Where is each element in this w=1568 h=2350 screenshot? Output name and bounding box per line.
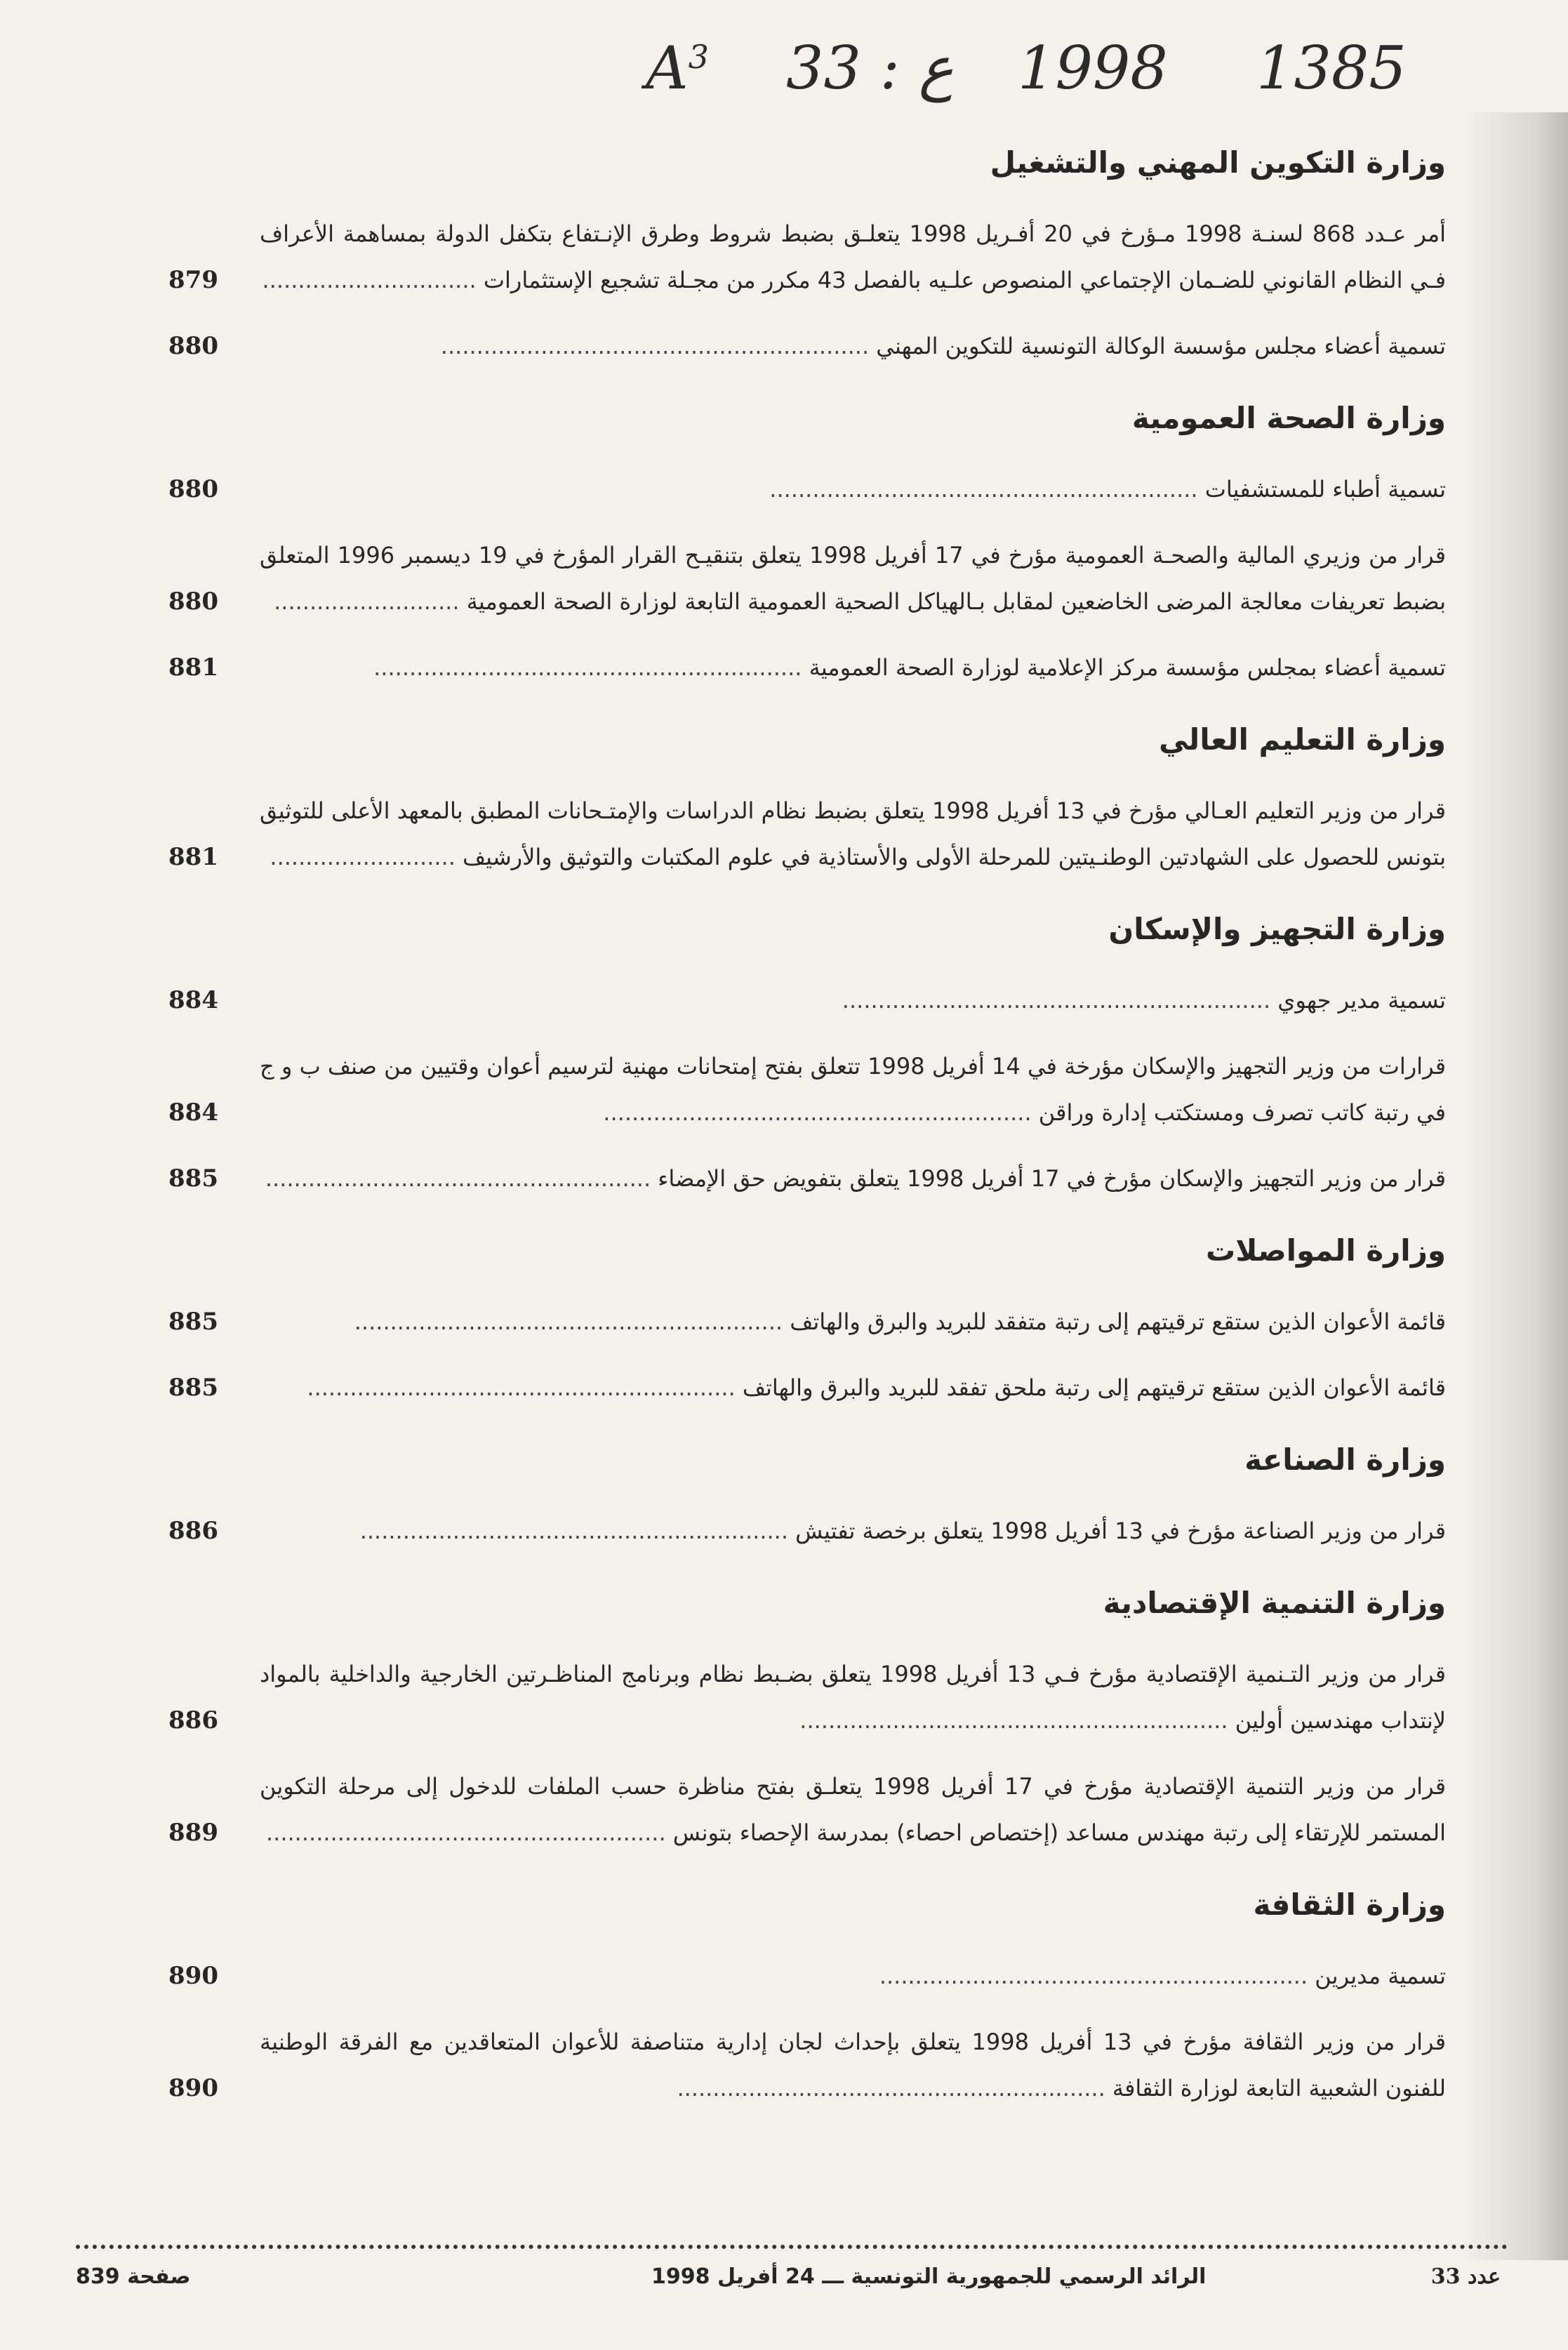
entry-page-number: 886 <box>168 1517 218 1545</box>
toc-entry <box>168 1155 1446 1202</box>
leader-dots: ............................................................ <box>359 1518 796 1544</box>
toc-entry <box>168 466 1446 512</box>
entry-text <box>260 1365 1446 1411</box>
entry-text <box>260 211 1446 303</box>
annotation-part2: 33 : ع <box>786 34 954 102</box>
entry-page-number: 884 <box>168 1098 218 1127</box>
toc-entry <box>168 1043 1446 1136</box>
leader-dots: ............................................................ <box>373 654 809 681</box>
toc-entry <box>168 1651 1446 1744</box>
entry-page-number: 880 <box>168 475 218 503</box>
toc-entry <box>168 1953 1446 1999</box>
entry-title: قرار من وزير التجهيز والإسكان مؤرخ في 17 أفريل 1998 يتعلق بتفويض حق الإمضاء <box>658 1165 1446 1192</box>
entry-title: تسمية أطباء للمستشفيات <box>1204 476 1446 503</box>
leader-dots: ............................................................ <box>603 1099 1039 1126</box>
entry-page-number: 881 <box>168 653 218 682</box>
entry-text <box>260 466 1446 512</box>
section-title: وزارة التعليم العالي <box>1158 722 1446 757</box>
toc-entry <box>168 1365 1446 1411</box>
toc-entry <box>168 532 1446 625</box>
toc-entry <box>168 323 1446 369</box>
toc-entry <box>168 1763 1446 1856</box>
entry-title: قرارات من وزير التجهيز والإسكان مؤرخة في 14 أفريل 1998 تتعلق بفتح إمتحانات مهنية لترسيم أعوان وقتيين من صنف ب و ج في رتبة كاتب تصرف ومستكتب إدارة وراقن <box>260 1053 1447 1126</box>
entry-text <box>260 1043 1446 1136</box>
entry-title: قائمة الأعوان الذين ستقع ترقيتهم إلى رتبة متفقد للبريد والبرق والهاتف <box>790 1308 1446 1335</box>
entry-text <box>260 532 1446 625</box>
toc-entry <box>168 2019 1446 2111</box>
entry-title: قرار من وزير الثقافة مؤرخ في 13 أفريل 1998 يتعلق بإحداث لجان إدارية متناصفة للأعوان المتعاقدين مع الفرقة الوطنية للفنون الشعبية التابعة لوزارة الثقافة <box>260 2029 1447 2102</box>
toc-entry <box>168 1508 1446 1554</box>
leader-dots: ............................................................ <box>354 1308 790 1335</box>
entry-page-number: 885 <box>168 1164 218 1193</box>
table-of-contents <box>168 133 1446 2131</box>
leader-dots: ............................................................ <box>769 476 1205 503</box>
annotation-code: $A^3$ <box>646 34 709 102</box>
entry-page-number: 889 <box>168 1819 218 1847</box>
entry-title: قرار من وزيري المالية والصحـة العمومية مؤرخ في 17 أفريل 1998 يتعلق بتنقيـح القرار المؤرخ في 19 ديسمبر 1996 المتعلق بضبط تعريفات معالجة المرضى الخاضعين لمقابل بـالهياكل الصحية العمومية التابعة لوزارة الصحة العمومية <box>260 542 1447 615</box>
toc-entry <box>168 1299 1446 1345</box>
entry-page-number: 880 <box>168 332 218 360</box>
toc-entry <box>168 977 1446 1023</box>
entry-title: قرار من وزير التعليم العـالي مؤرخ في 13 أفريل 1998 يتعلق بضبط نظام الدراسات والإمتـحانات المطبق بالمعهد الأعلى للتوثيق بتونس للحصول على الشهادتين الوطنـيتين للمرحلة الأولى والأستاذية في علوم المكتبات والتوثيق والأرشيف <box>260 797 1447 870</box>
entry-title: أمر عـدد 868 لسنـة 1998 مـؤرخ في 20 أفـريل 1998 يتعلـق بضبط شروط وطرق الإنـتفاع بتكفل الدولة بمساهمة الأعراف فـي النظام القانوني للضـمان الإجتماعي المنصوص علـيه بالفصل 43 مكرر من مجـلة تشجيع الإستثمارات <box>260 220 1447 293</box>
entry-page-number: 884 <box>168 986 218 1014</box>
page-number: صفحة 839 <box>76 2264 191 2289</box>
entry-text <box>260 323 1446 369</box>
toc-entry <box>168 788 1446 880</box>
annotation-number: 1385 <box>1256 34 1407 102</box>
entry-page-number: 879 <box>168 266 218 294</box>
entry-text <box>260 788 1446 880</box>
footer-divider <box>76 2245 1508 2249</box>
entry-title: تسمية أعضاء بمجلس مؤسسة مركز الإعلامية لوزارة الصحة العمومية <box>809 654 1446 681</box>
annotation-year: 1998 <box>1018 34 1168 102</box>
entry-text <box>260 644 1446 691</box>
section-title: وزارة الصحة العمومية <box>1131 401 1446 435</box>
leader-dots: ............................................................ <box>307 1374 743 1401</box>
leader-dots: ........................................................ <box>265 1819 673 1846</box>
entry-page-number: 890 <box>168 1962 218 1990</box>
section-title: وزارة التكوين المهني والتشغيل <box>990 145 1446 180</box>
handwritten-annotation <box>126 21 1432 112</box>
entry-text <box>260 1508 1446 1554</box>
leader-dots: ............................................................ <box>842 987 1278 1014</box>
entry-page-number: 885 <box>168 1308 218 1336</box>
section-title: وزارة الثقافة <box>1253 1887 1446 1922</box>
entry-text <box>260 2019 1446 2111</box>
entry-text <box>260 1763 1446 1856</box>
entry-title: تسمية أعضاء مجلس مؤسسة الوكالة التونسية للتكوين المهني <box>876 333 1446 359</box>
section-title: وزارة الصناعة <box>1244 1442 1446 1477</box>
section-title: وزارة التجهيز والإسكان <box>1108 912 1446 946</box>
toc-entry <box>168 211 1446 303</box>
section-title: وزارة المواصلات <box>1205 1233 1446 1268</box>
entry-page-number: 886 <box>168 1706 218 1734</box>
entry-page-number: 885 <box>168 1374 218 1402</box>
leader-dots: ............................................................ <box>799 1707 1235 1734</box>
leader-dots: ...................................................... <box>265 1165 658 1192</box>
entry-text <box>260 1299 1446 1345</box>
entry-text <box>260 1953 1446 1999</box>
page-footer <box>76 2264 1508 2306</box>
adjacent-page-edge <box>1463 112 1568 2260</box>
entry-title: قرار من وزير الصناعة مؤرخ في 13 أفريل 1998 يتعلق برخصة تفتيش <box>795 1518 1446 1544</box>
toc-entry <box>168 644 1446 691</box>
leader-dots: .............................. <box>262 267 484 293</box>
leader-dots: .......................... <box>270 844 463 870</box>
entry-title: تسمية مدير جهوي <box>1277 987 1446 1014</box>
leader-dots: .......................... <box>274 588 467 615</box>
journal-title: الرائد الرسمي للجمهورية التونسية ـــ 24 أفريل 1998 <box>651 2264 1207 2289</box>
entry-text <box>260 977 1446 1023</box>
entry-page-number: 880 <box>168 588 218 616</box>
entry-page-number: 881 <box>168 843 218 871</box>
section-title: وزارة التنمية الإقتصادية <box>1103 1586 1446 1620</box>
leader-dots: ............................................................ <box>677 2075 1112 2102</box>
entry-title: قائمة الأعوان الذين ستقع ترقيتهم إلى رتبة ملحق تفقد للبريد والبرق والهاتف <box>742 1374 1446 1401</box>
entry-text <box>260 1155 1446 1202</box>
leader-dots: ............................................................ <box>879 1963 1315 1989</box>
entry-title: تسمية مديرين <box>1315 1963 1446 1989</box>
leader-dots: ............................................................ <box>440 333 877 359</box>
entry-page-number: 890 <box>168 2074 218 2102</box>
entry-title: قرار من وزير التـنمية الإقتصادية مؤرخ فـي 13 أفريل 1998 يتعلق بضـبط نظام وبرنامج المناظـرتين الخارجية والداخلية بالمواد لإنتداب مهندسين أولين <box>260 1661 1447 1734</box>
issue-number: عدد 33 <box>1430 2264 1501 2289</box>
entry-text <box>260 1651 1446 1744</box>
entry-title: قرار من وزير التنمية الإقتصادية مؤرخ في 17 أفريل 1998 يتعلـق بفتح مناظرة حسب الملفات للدخول إلى مرحلة التكوين المستمر للإرتقاء إلى رتبة مهندس مساعد (إختصاص احصاء) بمدرسة الإحصاء بتونس <box>260 1773 1447 1846</box>
